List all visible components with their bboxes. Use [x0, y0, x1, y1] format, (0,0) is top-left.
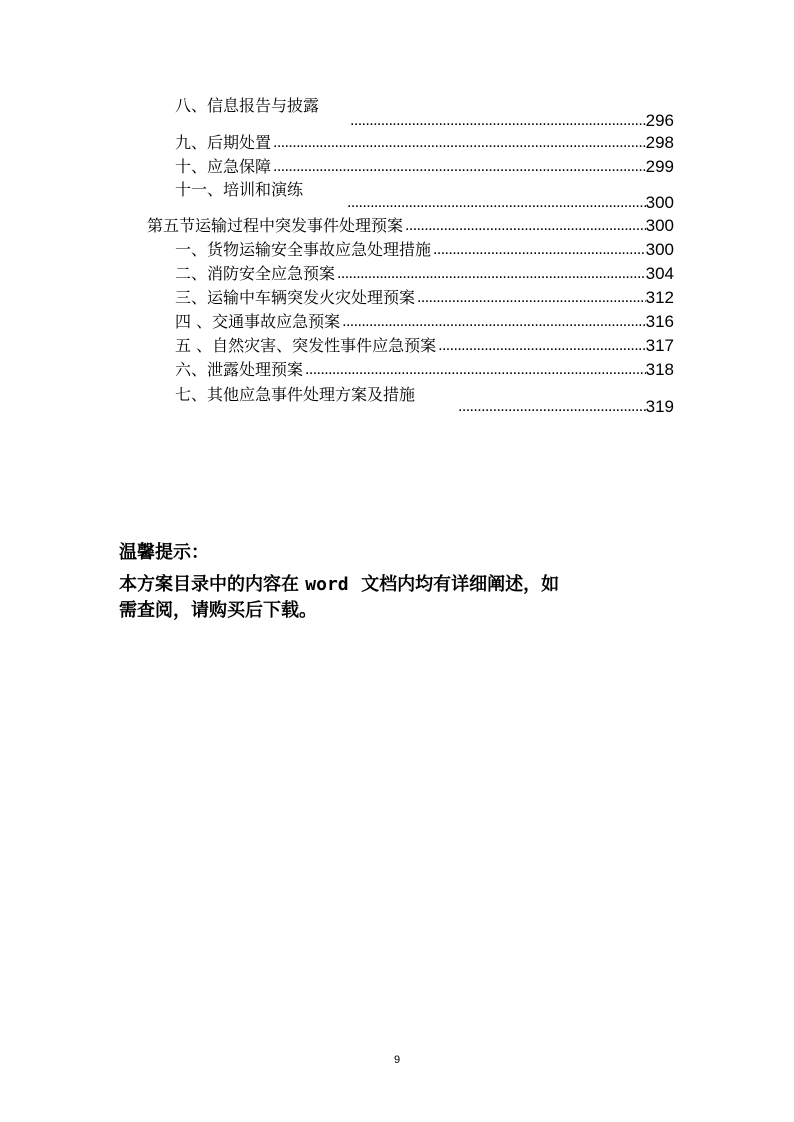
- toc-entry-title: 第五节运输过程中突发事件处理预案: [147, 216, 404, 235]
- dot-leader: [436, 335, 646, 357]
- toc-entry-title: 七、其他应急事件处理方案及措施: [175, 385, 416, 404]
- toc-page-number: 298: [645, 133, 674, 152]
- dot-leader: [335, 263, 646, 285]
- toc-page-number: 317: [645, 336, 674, 355]
- dot-leader: [431, 239, 646, 261]
- dot-leader: [403, 215, 646, 237]
- dot-leader: [348, 110, 646, 132]
- toc-entry[interactable]: [175, 311, 674, 333]
- toc-entry[interactable]: [175, 335, 674, 357]
- toc-entry[interactable]: [345, 192, 674, 214]
- dot-leader: [303, 359, 646, 381]
- toc-entry-title: 十、应急保障: [175, 157, 272, 176]
- toc-entry-title: 八、信息报告与披露: [175, 96, 320, 115]
- tip-text: 文档内均有详细阐述，如: [348, 574, 560, 595]
- dot-leader: [340, 311, 646, 333]
- toc-entry[interactable]: [175, 263, 674, 285]
- toc-page-number: 318: [645, 360, 674, 379]
- tip-word: word: [305, 574, 349, 595]
- toc-section-entry[interactable]: [147, 215, 674, 237]
- toc-page-number: 304: [645, 264, 674, 283]
- toc-page-number: 319: [645, 397, 674, 416]
- tip-text-line2: 需查阅，请购买后下载。: [119, 600, 317, 621]
- tip-text-line1: [119, 572, 559, 598]
- toc-entry-title: 九、后期处置: [175, 133, 272, 152]
- dot-leader: [271, 156, 646, 178]
- toc-entry[interactable]: [175, 239, 674, 261]
- toc-page-number: 312: [645, 288, 674, 307]
- toc-entry-title: 二、消防安全应急预案: [175, 264, 336, 283]
- toc-entry-title: 一、货物运输安全事故应急处理措施: [175, 240, 432, 259]
- toc-entry[interactable]: [348, 110, 674, 132]
- toc-page-number: 300: [645, 240, 674, 259]
- toc-page-number: 300: [645, 216, 674, 235]
- dot-leader: [271, 132, 646, 154]
- dot-leader: [415, 287, 646, 309]
- tip-heading: 温馨提示：: [119, 542, 209, 563]
- toc-entry-title: 三、运输中车辆突发火灾处理预案: [175, 288, 416, 307]
- toc-entry[interactable]: [175, 287, 674, 309]
- dot-leader: [456, 396, 646, 418]
- toc-entry-title: 六、泄露处理预案: [175, 360, 304, 379]
- tip-text: 本方案目录中的内容在: [119, 574, 306, 595]
- toc-page-number: 300: [645, 193, 674, 212]
- toc-entry-title: 五 、自然灾害、突发性事件应急预案: [175, 336, 437, 355]
- toc-page-number: 299: [645, 157, 674, 176]
- toc-entry-title: 四 、交通事故应急预案: [175, 312, 341, 331]
- toc-page-number: 316: [645, 312, 674, 331]
- toc-entry[interactable]: [175, 156, 674, 178]
- toc-entry[interactable]: [175, 132, 674, 154]
- page-number: 9: [393, 1054, 401, 1066]
- toc-entry[interactable]: [456, 396, 674, 418]
- toc-page-number: 296: [645, 111, 674, 130]
- toc-entry[interactable]: [175, 359, 674, 381]
- toc-entry-title: 十一、培训和演练: [175, 180, 304, 199]
- dot-leader: [345, 192, 646, 214]
